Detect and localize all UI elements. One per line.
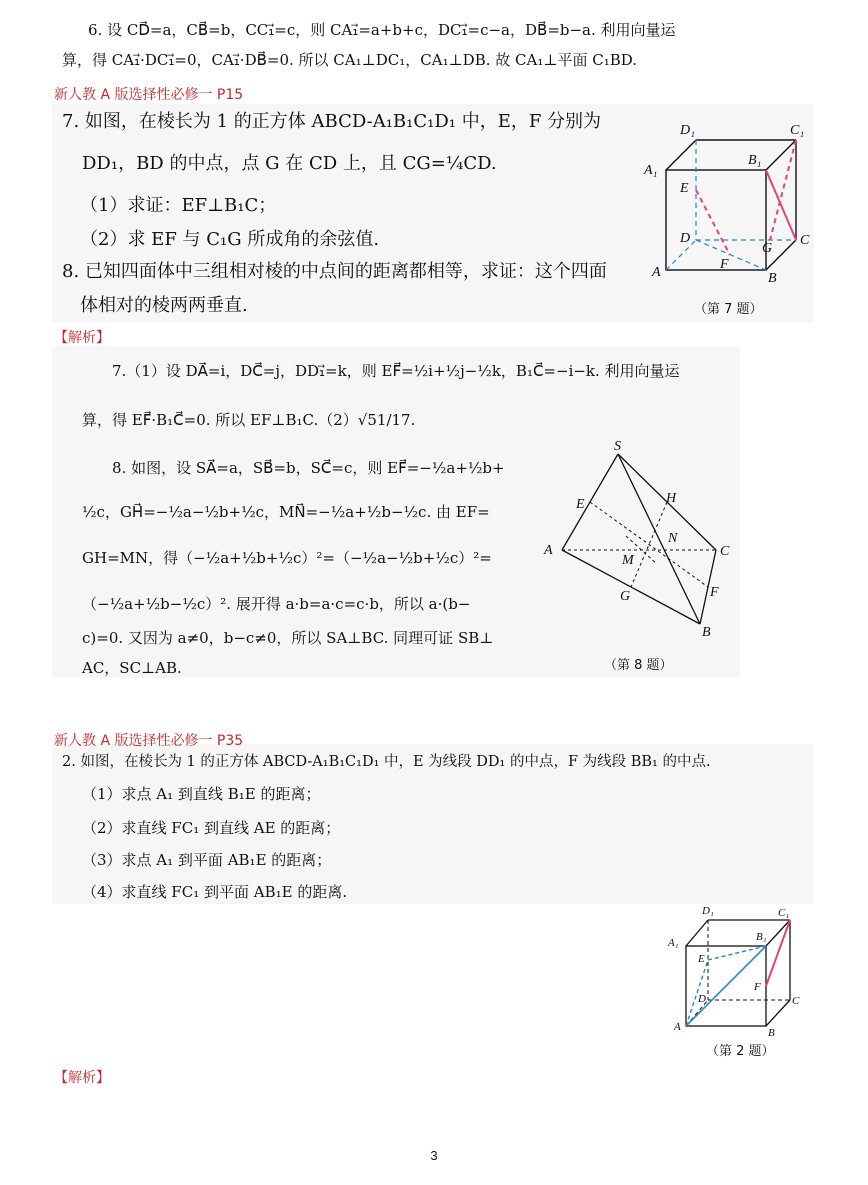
analysis-heading-1: 【解析】	[54, 330, 110, 346]
fig7-label-b1: B₁	[748, 153, 762, 168]
fig7-label-b: B	[768, 271, 777, 286]
solution-8-line-3: GH=MN，得（−½a+½b+½c）²=（−½a−½b+½c）²=	[82, 549, 492, 567]
figure-7-cube	[640, 118, 820, 288]
analysis-heading-2: 【解析】	[54, 1070, 110, 1086]
solution-6-line-2: 算，得 CA₁⃗·DC₁⃗=0，CA₁⃗·DB⃗=0. 所以 CA₁⊥DC₁，CA₁⊥DB. 故 CA₁⊥平面 C₁BD.	[62, 51, 638, 69]
problem-2-part-4: （4）求直线 FC₁ 到平面 AB₁E 的距离.	[82, 883, 348, 901]
fig7-label-e: E	[680, 181, 689, 196]
fig8-label-b: B	[702, 625, 711, 640]
solution-8-line-1: 8. 如图，设 SA⃗=a，SB⃗=b，SC⃗=c，则 EF⃗=−½a+½b+	[112, 459, 505, 477]
problem-7-part-1: （1）求证：EF⊥B₁C；	[80, 195, 277, 216]
fig2-label-e: E	[698, 953, 705, 965]
fig7-label-c: C	[800, 233, 810, 248]
fig8-label-m: M	[622, 553, 634, 568]
page-number: 3	[430, 1148, 438, 1163]
fig2-label-c1: C₁	[778, 907, 790, 919]
solution-7-line-2: 算，得 EF⃗·B₁C⃗=0. 所以 EF⊥B₁C.（2）√51/17.	[82, 411, 416, 429]
figure-2-caption: （第 2 题）	[706, 1044, 775, 1059]
fig7-label-c1: C₁	[790, 123, 805, 138]
fig8-label-s: S	[614, 440, 621, 454]
fig7-label-g: G	[762, 241, 773, 256]
fig2-label-a1: A₁	[668, 937, 679, 949]
figure-7-caption: （第 7 题）	[694, 302, 763, 317]
problem-8-line-2: 体相对的棱两两垂直.	[80, 295, 248, 316]
figure-8-tetrahedron	[540, 440, 740, 640]
fig7-label-a: A	[652, 265, 661, 280]
solution-8-line-5: c)=0. 又因为 a≠0，b−c≠0，所以 SA⊥BC. 同理可证 SB⊥	[82, 629, 494, 647]
fig2-label-f: F	[754, 981, 761, 993]
section-heading-p15: 新人教 A 版选择性必修一 P15	[54, 87, 244, 103]
fig8-label-h: H	[666, 491, 677, 506]
solution-8-line-4: （−½a+½b−½c）². 展开得 a·b=a·c=c·b，所以 a·(b−	[82, 595, 471, 613]
problem-7-line-1: 7. 如图，在棱长为 1 的正方体 ABCD-A₁B₁C₁D₁ 中，E，F 分别为	[62, 111, 602, 132]
figure-8-caption: （第 8 题）	[604, 658, 673, 673]
problem-7-line-2: DD₁，BD 的中点，点 G 在 CD 上，且 CG=¼CD.	[82, 153, 497, 174]
fig7-label-d1: D₁	[680, 123, 695, 138]
solution-6-line-1: 6. 设 CD⃗=a，CB⃗=b，CC₁⃗=c，则 CA₁⃗=a+b+c，DC₁⃗=c−a，DB⃗=b−a. 利用向量运	[88, 21, 676, 39]
fig2-label-b: B	[768, 1027, 775, 1039]
solution-8-line-2: ½c，GH⃗=−½a−½b+½c，MN⃗=−½a+½b−½c. 由 EF=	[82, 503, 490, 521]
fig8-label-f: F	[710, 585, 719, 600]
fig7-label-f: F	[720, 257, 729, 272]
problem-2-part-2: （2）求直线 FC₁ 到直线 AE 的距离；	[82, 819, 341, 837]
section-heading-p35: 新人教 A 版选择性必修一 P35	[54, 733, 244, 749]
problem-7-part-2: （2）求 EF 与 C₁G 所成角的余弦值.	[80, 229, 380, 250]
fig8-label-n: N	[668, 531, 678, 546]
fig2-label-d1: D₁	[702, 905, 714, 917]
fig8-label-e: E	[576, 497, 585, 512]
fig2-label-a: A	[674, 1021, 681, 1033]
problem-2-part-3: （3）求点 A₁ 到平面 AB₁E 的距离；	[82, 851, 332, 869]
problem-2-part-1: （1）求点 A₁ 到直线 B₁E 的距离；	[82, 785, 321, 803]
solution-7-line-1: 7.（1）设 DA⃗=i，DC⃗=j，DD₁⃗=k，则 EF⃗=½i+½j−½k，B₁C⃗=−i−k. 利用向量运	[112, 362, 680, 380]
fig2-label-b1: B₁	[756, 931, 767, 943]
fig7-label-a1: A₁	[644, 163, 658, 178]
problem-8-line-1: 8. 已知四面体中三组相对棱的中点间的距离都相等，求证：这个四面	[62, 261, 607, 282]
fig8-label-g: G	[620, 589, 631, 604]
solution-8-line-6: AC，SC⊥AB.	[82, 659, 182, 677]
fig2-label-c: C	[792, 995, 800, 1007]
figure-2-cube	[664, 902, 804, 1040]
fig7-label-d: D	[680, 231, 691, 246]
fig2-label-d: D	[698, 993, 706, 1005]
fig8-label-a: A	[544, 543, 553, 558]
fig8-label-c: C	[720, 544, 730, 559]
problem-2-line-1: 2. 如图，在棱长为 1 的正方体 ABCD-A₁B₁C₁D₁ 中，E 为线段 DD₁ 的中点，F 为线段 BB₁ 的中点.	[62, 754, 711, 770]
